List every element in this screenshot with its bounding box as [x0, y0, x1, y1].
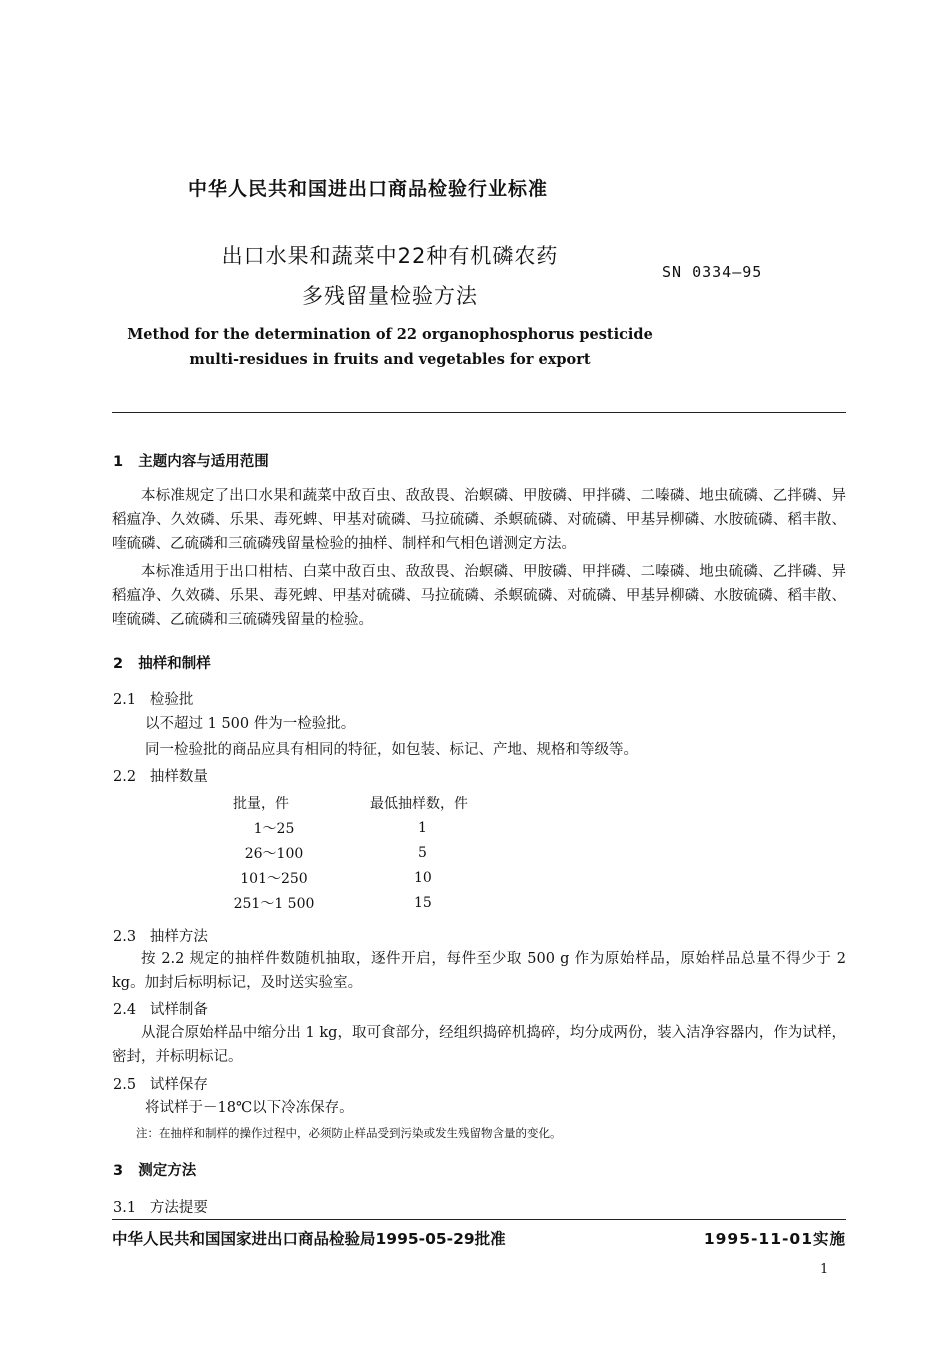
- subsection-2-4-text: 从混合原始样品中缩分出 1 kg，取可食部分，经组织捣碎机捣碎，均分成两份，装入洁净容器内，作为试样，密封，并标明标记。: [112, 1025, 846, 1065]
- minimum-samples-cell: 10: [414, 869, 432, 886]
- lot-size-cell: 26～100: [244, 845, 304, 862]
- minimum-samples-cell: 15: [414, 894, 432, 911]
- minimum-samples-cell: 1: [418, 819, 427, 836]
- section-1-heading: [113, 450, 269, 471]
- subsection-title: 方法提要: [149, 1200, 208, 1216]
- lot-size-cell: 251～1 500: [233, 895, 315, 912]
- subsection-2-3-text: 按 2.2 规定的抽样件数随机抽取，逐件开启，每件至少取 500 g 作为原始样品，原始样品总量不得少于 2 kg。加封后标明标记，及时送实验室。: [112, 951, 846, 991]
- subsection-2-4-heading: [113, 998, 208, 1019]
- subsection-number: 2.3: [113, 929, 137, 945]
- standard-code: SN 0334—95: [662, 263, 763, 281]
- page-number: 1: [820, 1262, 829, 1277]
- english-title-line-1: Method for the determination of 22 organophosphorus pesticide: [127, 326, 653, 343]
- minimum-samples-cell: 5: [418, 844, 427, 861]
- subsection-title: 试样保存: [149, 1077, 208, 1093]
- column-header-lot-size: 批量，件: [233, 795, 289, 812]
- sampling-note: 注：在抽样和制样的操作过程中，必须防止样品受到污染或发生残留物含量的变化。: [136, 1126, 562, 1140]
- subsection-number: 2.4: [113, 1002, 137, 1018]
- header-rule: [112, 412, 846, 413]
- subsection-title: 抽样方法: [149, 929, 208, 945]
- column-header-minimum-samples: 最低抽样数，件: [370, 795, 468, 812]
- document-title-line-1: 出口水果和蔬菜中22种有机磷农药: [221, 244, 559, 268]
- subsection-number: 2.5: [113, 1077, 137, 1093]
- subsection-2-1-line-1: 以不超过 1 500 件为一检验批。: [145, 716, 356, 732]
- section-title: 主题内容与适用范围: [138, 454, 269, 470]
- section-number: 2: [113, 656, 124, 672]
- lot-size-cell: 101～250: [240, 870, 308, 887]
- approval-statement: 中华人民共和国国家进出口商品检验局1995-05-29批准: [112, 1230, 506, 1248]
- subsection-number: 2.1: [113, 692, 137, 708]
- subsection-2-1-heading: [113, 688, 193, 709]
- section-3-heading: [113, 1159, 196, 1180]
- section-number: 3: [113, 1163, 124, 1179]
- subsection-title: 试样制备: [149, 1002, 208, 1018]
- section-1-paragraph-2: 本标准适用于出口柑桔、白菜中敌百虫、敌敌畏、治螟磷、甲胺磷、甲拌磷、二嗪磷、地虫硫磷、乙拌磷、异稻瘟净、久效磷、乐果、毒死蜱、甲基对硫磷、马拉硫磷、杀螟硫磷、对硫磷、甲基异柳磷、水胺硫磷、稻丰散、喹硫磷、乙硫磷和三硫磷残留量的检验。: [112, 564, 846, 628]
- section-title: 抽样和制样: [138, 656, 211, 672]
- table-header-row: [205, 790, 570, 815]
- subsection-2-3-heading: [113, 925, 208, 946]
- document-title-line-2: 多残留量检验方法: [302, 284, 478, 308]
- subsection-title: 抽样数量: [149, 769, 208, 785]
- agency-standard-heading: 中华人民共和国进出口商品检验行业标准: [188, 178, 549, 200]
- subsection-title: 检验批: [149, 692, 194, 708]
- sampling-quantity-table: [205, 790, 570, 915]
- section-1-paragraph-1: 本标准规定了出口水果和蔬菜中敌百虫、敌敌畏、治螟磷、甲胺磷、甲拌磷、二嗪磷、地虫硫磷、乙拌磷、异稻瘟净、久效磷、乐果、毒死蜱、甲基对硫磷、马拉硫磷、杀螟硫磷、对硫磷、甲基异柳磷、水胺硫磷、稻丰散、喹硫磷、乙硫磷和三硫磷残留量检验的抽样、制样和气相色谱测定方法。: [112, 488, 846, 552]
- subsection-2-2-heading: [113, 765, 208, 786]
- table-row: [205, 840, 570, 865]
- lot-size-cell: 1～25: [253, 820, 295, 837]
- subsection-2-5-text: 将试样于－18℃以下冷冻保存。: [145, 1100, 354, 1116]
- section-2-heading: [113, 652, 211, 673]
- subsection-number: 2.2: [113, 769, 137, 785]
- section-number: 1: [113, 454, 124, 470]
- english-title-line-2: multi-residues in fruits and vegetables for export: [189, 351, 591, 368]
- footer-rule: [112, 1219, 846, 1220]
- table-row: [205, 865, 570, 890]
- subsection-2-1-line-2: 同一检验批的商品应具有相同的特征，如包装、标记、产地、规格和等级等。: [145, 742, 638, 758]
- table-row: [205, 815, 570, 840]
- section-title: 测定方法: [138, 1163, 197, 1179]
- subsection-2-5-heading: [113, 1073, 208, 1094]
- subsection-3-1-heading: [113, 1196, 208, 1217]
- table-row: [205, 890, 570, 915]
- subsection-number: 3.1: [113, 1200, 137, 1216]
- implementation-date: 1995-11-01实施: [703, 1230, 846, 1248]
